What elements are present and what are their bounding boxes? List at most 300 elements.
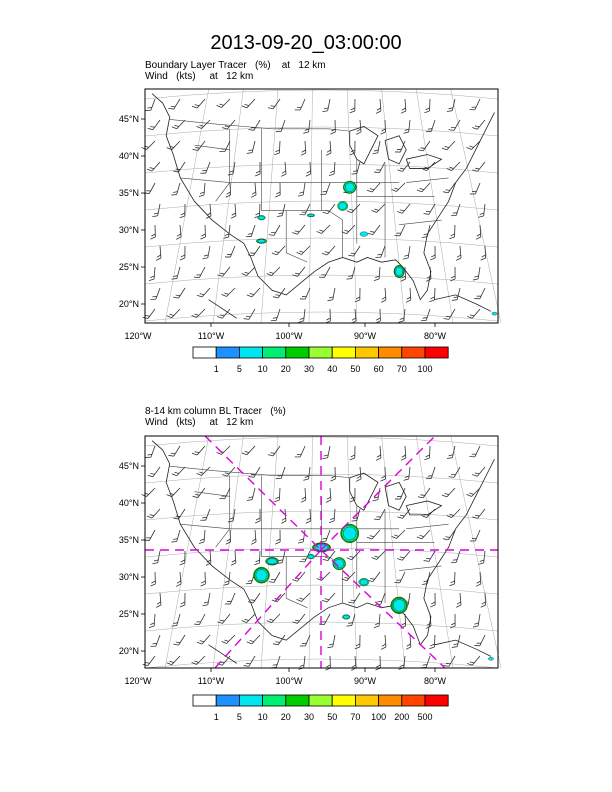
wind-barb-shaft (148, 656, 155, 666)
wind-barb (424, 99, 430, 113)
wind-barb-flag (146, 456, 151, 460)
wind-barb-flag (300, 317, 304, 319)
wind-barb (246, 570, 255, 585)
wind-barb-shaft (478, 267, 480, 279)
wind-barb (375, 244, 385, 259)
wind-barb (277, 203, 285, 218)
longitude-label: 100°W (275, 331, 303, 341)
wind-barb-flag (256, 171, 260, 173)
wind-barb (322, 243, 335, 257)
colorbar-label: 10 (257, 364, 268, 374)
wind-barb (276, 465, 285, 480)
tracer-contour (308, 555, 314, 559)
wind-barb (275, 530, 280, 544)
wind-barb-shaft (431, 120, 435, 131)
wind-barb-shaft (222, 446, 230, 454)
colorbar-box (355, 695, 378, 706)
wind-barb-flag (357, 476, 361, 478)
colorbar-box (332, 347, 355, 358)
wind-barb-shaft (172, 488, 180, 497)
wind-barb (280, 162, 286, 176)
wind-barb-shaft (302, 593, 310, 601)
wind-barb-shaft (179, 288, 185, 298)
wind-barb-flag (281, 174, 286, 176)
wind-barb-shaft (255, 530, 256, 542)
wind-barb-flag (403, 257, 408, 260)
wind-barb (246, 223, 255, 238)
wind-barb-shaft (304, 309, 305, 321)
wind-barb-flag (481, 602, 485, 604)
wind-barb-flag (201, 234, 205, 236)
wind-barb-flag (457, 602, 461, 604)
wind-barb-shaft (422, 183, 430, 192)
wind-barb-shaft (427, 572, 430, 584)
coastline (434, 295, 490, 311)
wind-barb-flag (224, 583, 229, 586)
wind-barb-flag (300, 644, 305, 648)
wind-barb-flag (277, 215, 282, 218)
wind-barb-flag (478, 215, 483, 218)
wind-barb-shaft (252, 488, 255, 500)
wind-barb-shaft (405, 99, 406, 111)
wind-barb-shaft (227, 120, 235, 129)
wind-barb (303, 119, 310, 133)
wind-barb-flag (156, 605, 161, 607)
wind-barb-flag (449, 475, 454, 479)
wind-barb-shaft (480, 288, 485, 299)
wind-barb-flag (276, 539, 280, 541)
wind-barb-shaft (249, 656, 255, 666)
colorbar-box (309, 347, 332, 358)
wind-barb-flag (201, 581, 205, 583)
wind-barb-flag (424, 111, 429, 113)
wind-barb-flag (368, 232, 373, 237)
wind-barb-flag (381, 476, 385, 478)
wind-barb-flag (330, 518, 334, 520)
wind-barb-shaft (378, 488, 380, 500)
cross-section-line (321, 436, 435, 550)
wind-barb (228, 508, 235, 523)
wind-barb-shaft (484, 204, 485, 216)
wind-barb (472, 464, 485, 478)
wind-barb-flag (180, 216, 185, 218)
wind-barb (380, 120, 386, 134)
wind-barb (447, 98, 455, 113)
wind-barb-flag (376, 458, 381, 460)
wind-barb (317, 221, 330, 234)
wind-barb-flag (181, 255, 185, 257)
wind-barb-shaft (153, 120, 160, 130)
wind-barb (268, 96, 280, 110)
wind-barb-shaft (223, 267, 230, 276)
wind-barb-flag (152, 562, 157, 565)
wind-barb-shaft (460, 246, 461, 258)
wind-barb (297, 589, 310, 602)
tracer-contour (343, 527, 356, 540)
wind-barb-flag (180, 563, 185, 565)
longitude-label: 90°W (353, 331, 377, 341)
wind-barb (452, 634, 460, 649)
wind-barb-flag (268, 106, 273, 111)
wind-barb-shaft (279, 141, 280, 153)
wind-barb (271, 307, 280, 322)
wind-barb (298, 308, 305, 322)
wind-barb (372, 140, 380, 155)
wind-barb-shaft (423, 141, 430, 151)
wind-barb (470, 528, 480, 543)
wind-barb-flag (424, 212, 429, 216)
wind-barb-shaft (472, 656, 480, 665)
wind-barb (380, 288, 386, 302)
colorbar-box (193, 347, 216, 358)
wind-barb-shaft (460, 593, 461, 605)
wind-barb-flag (397, 210, 402, 215)
coastline (152, 94, 494, 300)
wind-barb (199, 530, 205, 544)
wind-barb-shaft (478, 162, 485, 171)
wind-barb-flag (292, 273, 297, 278)
wind-barb-flag (282, 171, 286, 173)
wind-barb (443, 180, 455, 194)
wind-barb (403, 245, 410, 260)
wind-barb (444, 653, 455, 668)
wind-barb-flag (327, 150, 331, 152)
colorbar-label: 50 (350, 364, 361, 374)
wind-barb-flag (246, 582, 251, 585)
wind-barb (327, 634, 335, 649)
wind-barb-flag (424, 458, 429, 460)
latitude-label: 35°N (118, 535, 139, 545)
wind-barb-flag (456, 258, 461, 260)
parallel-line (145, 127, 498, 136)
wind-barb-flag (168, 454, 173, 458)
wind-barb-flag (199, 195, 204, 197)
wind-barb (350, 141, 355, 155)
wind-barb-flag (469, 455, 474, 459)
wind-barb-shaft (472, 309, 480, 318)
wind-barb (404, 119, 410, 133)
wind-barb-shaft (156, 288, 160, 299)
wind-barb-flag (397, 557, 402, 562)
wind-barb-flag (274, 153, 279, 155)
wind-barb (255, 509, 260, 523)
wind-barb-shaft (253, 246, 260, 256)
wind-barb-flag (356, 479, 361, 481)
colorbar-label: 70 (350, 712, 361, 722)
wind-barb-shaft (158, 551, 160, 563)
wind-barb (197, 632, 210, 646)
wind-barb-flag (426, 455, 430, 457)
wind-barb (475, 572, 481, 586)
wind-barb-shaft (154, 267, 155, 279)
wind-barb-flag (350, 458, 355, 460)
wind-barb-flag (200, 237, 205, 239)
wind-barb-shaft (199, 614, 205, 625)
colorbar-label: 50 (327, 712, 338, 722)
wind-barb (327, 287, 335, 302)
wind-barb (147, 159, 160, 173)
wind-barb-flag (276, 477, 281, 480)
wind-barb-flag (157, 602, 161, 604)
wind-barb-shaft (230, 530, 231, 542)
wind-barb (267, 611, 280, 625)
wind-barb-shaft (408, 593, 410, 605)
wind-barb-flag (395, 150, 400, 154)
wind-barb (426, 465, 435, 480)
wind-barb (478, 550, 485, 564)
wind-barb (347, 201, 360, 215)
wind-barb-flag (151, 234, 155, 236)
wind-barb-flag (151, 581, 155, 583)
wind-barb (202, 592, 210, 607)
wind-barb (367, 180, 380, 194)
wind-barb (146, 97, 155, 112)
wind-barb-flag (418, 148, 423, 152)
wind-barb-flag (381, 300, 386, 302)
wind-barb-flag (451, 214, 456, 217)
wind-barb (255, 162, 260, 176)
wind-barb (375, 446, 381, 460)
wind-barb (247, 140, 255, 155)
wind-barb-flag (447, 110, 452, 113)
wind-barb-flag (150, 298, 155, 302)
wind-barb-flag (171, 277, 176, 280)
wind-barb-flag (404, 131, 409, 134)
wind-barb-flag (481, 258, 486, 260)
wind-barb-flag (374, 279, 379, 281)
colorbar-label: 30 (303, 364, 315, 374)
wind-barb-shaft (477, 120, 485, 129)
wind-barb-shaft (447, 488, 455, 497)
wind-barb-shaft (147, 141, 155, 150)
wind-barb-flag (180, 605, 185, 607)
wind-barb-flag (292, 231, 297, 236)
wind-barb-flag (473, 625, 478, 628)
colorbar-box (239, 695, 262, 706)
wind-barb-flag (401, 458, 406, 460)
wind-barb (144, 181, 155, 196)
wind-barb-flag (150, 645, 155, 649)
wind-barb-flag (181, 213, 185, 215)
wind-barb (222, 631, 235, 644)
wind-barb-flag (194, 275, 199, 279)
wind-barb (149, 267, 155, 281)
wind-barb (168, 96, 180, 111)
wind-barb (150, 633, 160, 648)
wind-barb (380, 467, 386, 481)
wind-barb-flag (400, 664, 404, 666)
wind-barb (320, 181, 330, 196)
wind-barb-flag (350, 111, 355, 113)
wind-barb-flag (352, 318, 356, 320)
colorbar-box (216, 347, 239, 358)
wind-barb (351, 161, 360, 176)
colorbar-label: 200 (394, 712, 410, 722)
wind-barb-flag (217, 273, 222, 278)
wind-barb-flag (217, 620, 222, 625)
wind-barb-shaft (300, 446, 305, 457)
wind-barb (374, 614, 380, 628)
wind-barb-shaft (333, 635, 335, 647)
wind-barb-flag (444, 317, 449, 321)
colorbar-box (263, 695, 286, 706)
wind-barb-flag (451, 234, 455, 236)
colorbar-box (193, 695, 216, 706)
wind-barb-shaft (354, 593, 360, 603)
wind-barb-shaft (153, 467, 160, 477)
wind-barb (405, 635, 411, 649)
wind-barb-shaft (381, 593, 385, 604)
wind-barb-flag (427, 623, 431, 625)
wind-barb-flag (322, 110, 327, 113)
wind-barb-shaft (480, 225, 481, 237)
wind-barb-shaft (285, 162, 286, 174)
wind-barb-shaft (327, 593, 335, 602)
wind-barb-flag (225, 255, 230, 259)
wind-barb-flag (356, 297, 360, 299)
wind-barb (197, 285, 210, 299)
wind-barb-shaft (229, 572, 230, 584)
wind-barb-flag (418, 495, 423, 499)
wind-barb-shaft (485, 593, 486, 605)
wind-barb-flag (295, 108, 300, 112)
wind-barb-flag (430, 258, 435, 260)
wind-barb-flag (199, 542, 204, 544)
wind-barb-flag (247, 498, 252, 501)
wind-barb-shaft (480, 635, 485, 646)
wind-barb (469, 444, 480, 459)
wind-barb-shaft (152, 162, 160, 171)
wind-barb-shaft (281, 467, 285, 478)
wind-barb-flag (351, 108, 355, 110)
wind-barb-shaft (352, 614, 355, 626)
wind-barb-flag (200, 584, 205, 586)
state-border (406, 178, 448, 183)
wind-barb (222, 464, 235, 478)
wind-barb (418, 138, 430, 152)
colorbar-label: 10 (257, 712, 268, 722)
wind-barb-shaft (457, 288, 460, 300)
wind-barb (146, 444, 155, 459)
wind-barb-shaft (452, 446, 455, 458)
wind-barb (317, 568, 330, 581)
colorbar-box (355, 347, 378, 358)
wind-barb-flag (451, 581, 455, 583)
wind-barb-shaft (278, 635, 285, 645)
wind-barb-shaft (352, 204, 360, 213)
wind-barb-flag (177, 581, 181, 583)
tracer-contour (393, 599, 405, 611)
wind-barb-shaft (327, 246, 335, 255)
wind-barb-flag (207, 213, 211, 215)
panel2-subtitle-variable: 8-14 km column BL Tracer (%) (145, 406, 286, 417)
wind-barb-flag (156, 258, 161, 260)
wind-barb-flag (273, 295, 278, 299)
wind-barb (394, 223, 405, 238)
wind-barb-shaft (426, 309, 430, 320)
wind-barb-flag (346, 277, 351, 280)
wind-barb-flag (271, 319, 276, 322)
wind-barb (276, 118, 285, 133)
wind-barb (374, 267, 380, 281)
wind-barb-shaft (174, 446, 180, 456)
panel1-subtitle-wind: Wind (kts) at 12 km (145, 71, 254, 82)
wind-barb (480, 246, 486, 260)
wind-barb (148, 117, 160, 131)
wind-barb-flag (225, 234, 229, 236)
wind-barb-flag (275, 195, 280, 197)
wind-barb-flag (478, 562, 483, 565)
wind-barb-shaft (305, 141, 306, 153)
colorbar-label: 40 (327, 364, 338, 374)
wind-barb (400, 99, 406, 113)
wind-barb-flag (456, 605, 461, 607)
wind-barb-shaft (322, 225, 330, 234)
wind-barb-flag (376, 111, 381, 113)
wind-barb (392, 526, 405, 539)
wind-barb-flag (256, 518, 260, 520)
wind-barb-flag (231, 216, 236, 218)
wind-barb-flag (397, 168, 402, 173)
wind-barb (350, 309, 356, 323)
wind-barb (450, 267, 455, 281)
wind-barb (144, 528, 155, 543)
panel2-subtitle-wind: Wind (kts) at 12 km (145, 417, 254, 428)
panel1-subtitle-variable: Boundary Layer Tracer (%) at 12 km (145, 60, 326, 71)
colorbar-box (286, 347, 309, 358)
wind-barb-flag (429, 300, 434, 302)
wind-barb-flag (327, 646, 332, 649)
wind-barb-flag (292, 620, 297, 625)
wind-barb-shaft (410, 635, 411, 647)
wind-barb-flag (302, 150, 306, 152)
wind-barb (295, 97, 305, 112)
wind-barb (152, 550, 160, 565)
wind-barb-shaft (229, 225, 230, 237)
longitude-label: 90°W (353, 676, 377, 686)
wind-barb-flag (173, 642, 178, 646)
colorbar-label: 1 (213, 364, 219, 374)
wind-barb-flag (374, 517, 379, 521)
wind-barb-flag (452, 299, 457, 302)
wind-barb (155, 593, 161, 607)
wind-barb-flag (372, 152, 377, 155)
wind-barb-shaft (172, 656, 180, 665)
wind-barb-flag (467, 315, 472, 320)
wind-barb (474, 286, 485, 301)
wind-barb (167, 138, 180, 152)
wind-barb-shaft (252, 288, 260, 297)
wind-barb-flag (431, 255, 435, 257)
wind-barb-shaft (253, 593, 260, 603)
wind-barb (292, 222, 305, 236)
latitude-label: 45°N (118, 461, 139, 471)
wind-barb-shaft (434, 635, 435, 647)
wind-barb-flag (225, 581, 229, 583)
wind-barb-flag (173, 295, 178, 299)
wind-barb (395, 139, 405, 154)
wind-barb (148, 464, 160, 478)
wind-barb-shaft (199, 267, 205, 278)
wind-barb-flag (431, 602, 435, 604)
wind-barb-flag (451, 623, 455, 625)
wind-barb-shaft (309, 467, 310, 479)
latitude-label: 45°N (118, 114, 139, 124)
wind-barb-flag (355, 300, 360, 302)
wind-barb (171, 182, 180, 197)
wind-barb (230, 551, 236, 565)
latitude-label: 40°N (118, 498, 139, 508)
